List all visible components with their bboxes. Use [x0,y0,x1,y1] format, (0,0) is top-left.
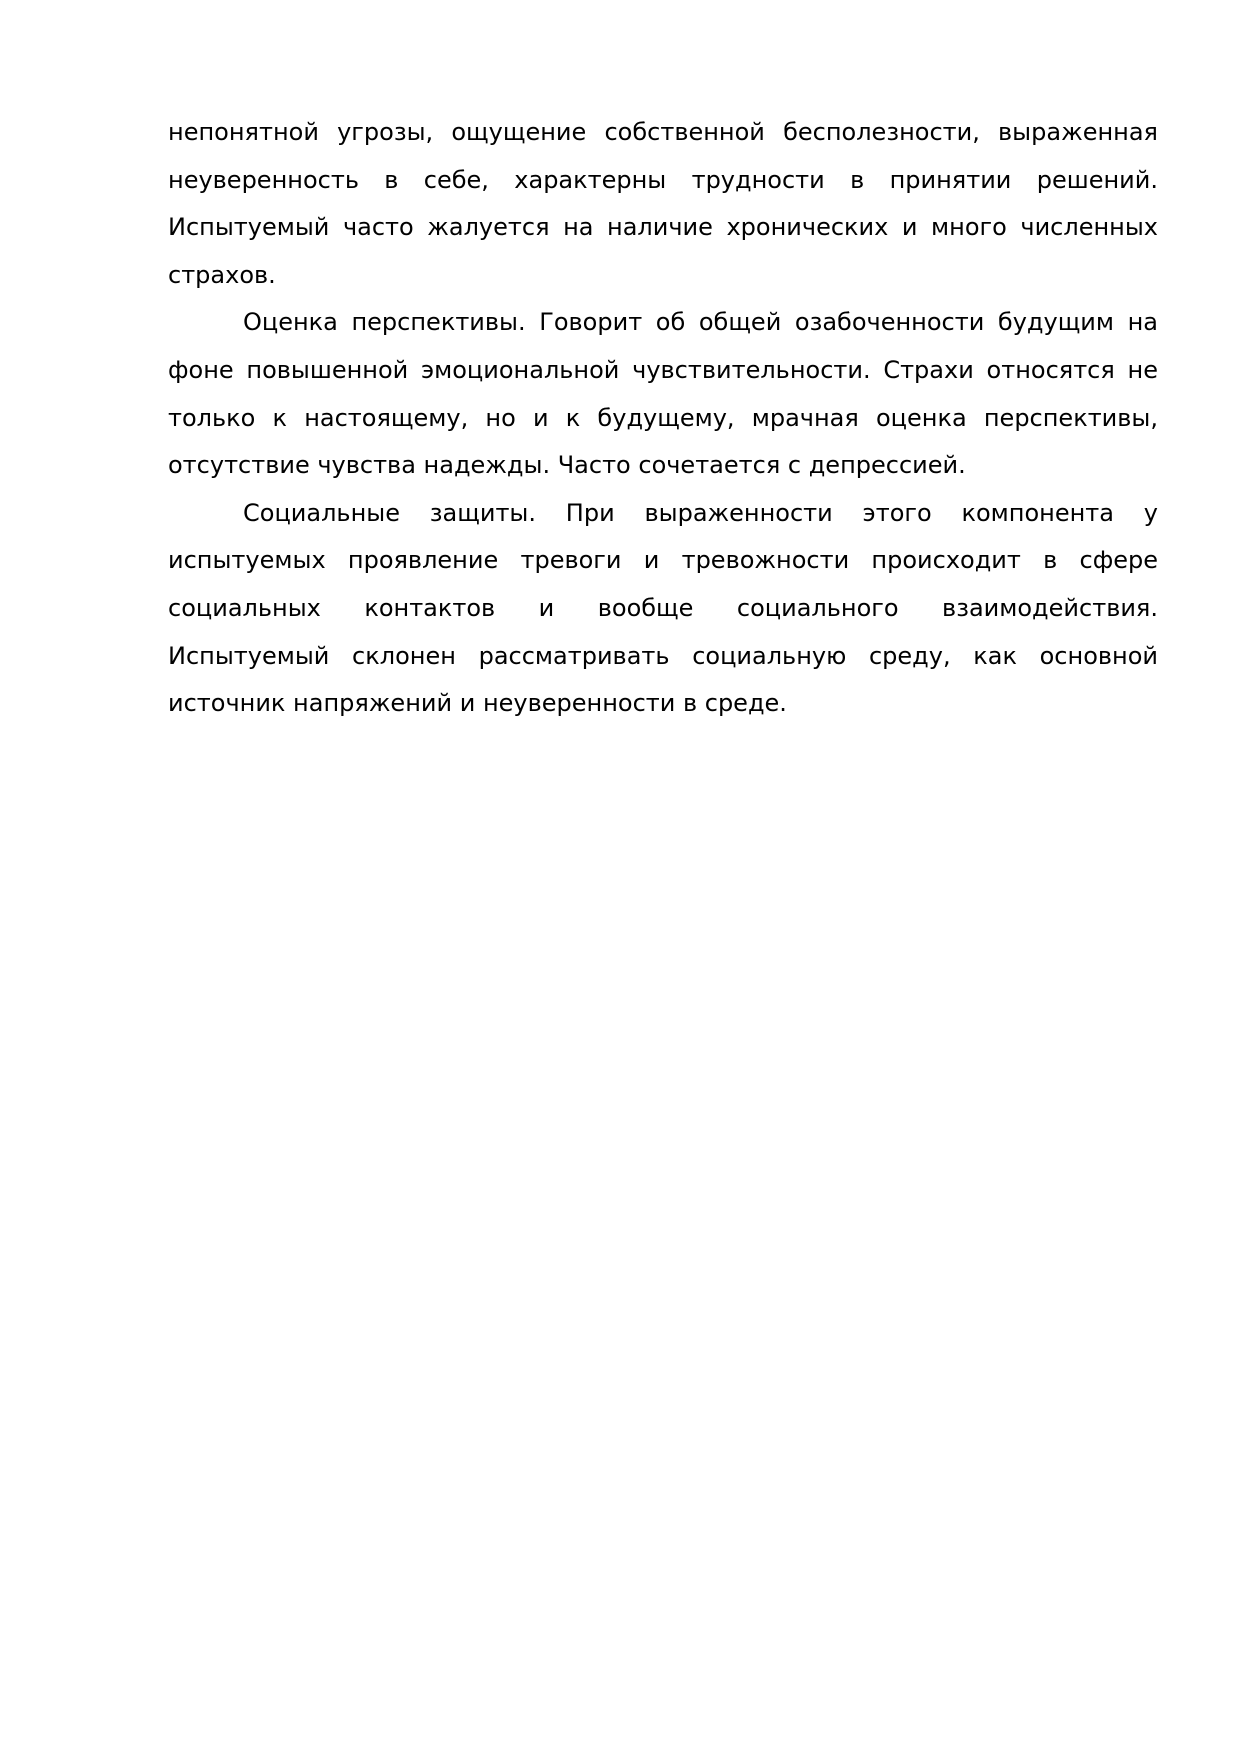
text-line: только к настоящему, но и к будущему, мрачная оценка перспективы, [168,403,1158,432]
text-line: Оценка перспективы. Говорит об общей озабоченности будущим на [243,308,1158,337]
paragraph-perspective-assessment [168,299,1158,489]
text-line: источник напряжений и неуверенности в среде. [168,689,787,718]
text-line: страхов. [168,260,276,289]
text-line: неуверенность в себе, характерны трудности в принятии решений. [168,165,1158,194]
text-line: социальных контактов и вообще социального взаимодействия. [168,593,1158,622]
paragraph-anxiety-continuation [168,109,1158,299]
text-line: Испытуемый часто жалуется на наличие хронических и много численных [168,213,1158,242]
text-line: Социальные защиты. При выраженности этого компонента у [243,498,1158,527]
text-line: фоне повышенной эмоциональной чувствительности. Страхи относятся не [168,355,1158,384]
text-line: отсутствие чувства надежды. Часто сочетается с депрессией. [168,451,966,480]
text-line: непонятной угрозы, ощущение собственной бесполезности, выраженная [168,118,1158,146]
text-line: Испытуемый склонен рассматривать социальную среду, как основной [168,641,1158,670]
paragraph-social-defenses [168,490,1158,728]
text-line: испытуемых проявление тревоги и тревожности происходит в сфере [168,546,1158,575]
